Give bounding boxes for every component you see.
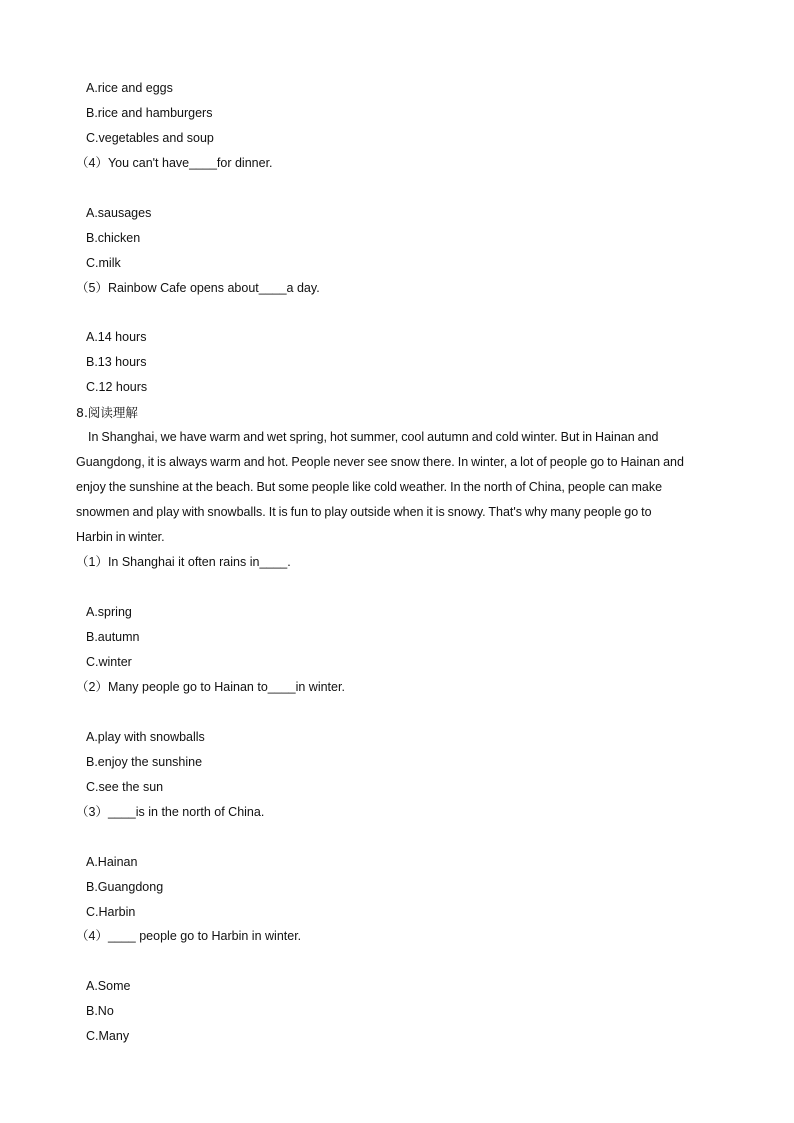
question-3: （3）____is in the north of China. — [76, 805, 265, 819]
option-b: B.chicken — [86, 231, 141, 245]
question-5: （5）Rainbow Cafe opens about____a day. — [76, 281, 320, 295]
option-c: C.see the sun — [86, 780, 164, 794]
passage-line: In Shanghai, we have warm and wet spring, hot summer, cool autumn and cold winter. But in Hainan and — [88, 430, 659, 444]
section-heading: 8.阅读理解 — [76, 405, 138, 420]
option-b: B.enjoy the sunshine — [86, 755, 203, 769]
option-a: A.Some — [86, 979, 131, 993]
option-b: B.13 hours — [86, 355, 147, 369]
option-a: A.sausages — [86, 206, 152, 220]
option-a: A.Hainan — [86, 855, 138, 869]
question-4: （4）____ people go to Harbin in winter. — [76, 929, 302, 943]
option-a: A.spring — [86, 605, 132, 619]
option-a: A.rice and eggs — [86, 81, 173, 95]
option-c: C.Harbin — [86, 905, 136, 919]
question-1: （1）In Shanghai it often rains in____. — [76, 555, 291, 569]
option-c: C.winter — [86, 655, 132, 669]
passage-line: snowmen and play with snowballs. It is fun to play outside when it is snowy. That's why many people go to — [76, 505, 652, 519]
option-b: B.Guangdong — [86, 880, 164, 894]
option-c: C.12 hours — [86, 380, 148, 394]
passage-line: enjoy the sunshine at the beach. But some people like cold weather. In the north of China, people can make — [76, 480, 663, 494]
option-a: A.play with snowballs — [86, 730, 205, 744]
question-2: （2）Many people go to Hainan to____in winter. — [76, 680, 345, 694]
passage-line: Harbin in winter. — [76, 530, 165, 544]
question-4: （4）You can't have____for dinner. — [76, 156, 273, 170]
option-a: A.14 hours — [86, 330, 147, 344]
option-b: B.autumn — [86, 630, 140, 644]
option-c: C.milk — [86, 256, 121, 270]
option-c: C.Many — [86, 1029, 130, 1043]
passage-line: Guangdong, it is always warm and hot. People never see snow there. In winter, a lot of people go to Hainan and — [76, 455, 684, 469]
reading-passage — [76, 425, 716, 550]
option-c: C.vegetables and soup — [86, 131, 214, 145]
option-b: B.No — [86, 1004, 114, 1018]
option-b: B.rice and hamburgers — [86, 106, 213, 120]
